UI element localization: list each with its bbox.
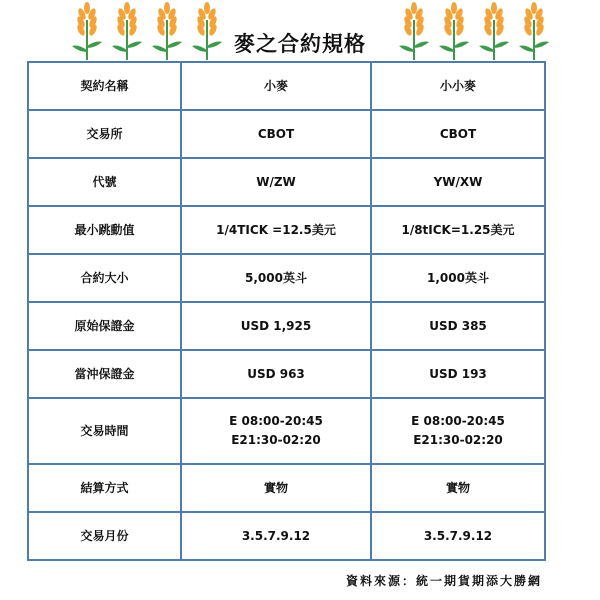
source-credit: 資料來源：統一期貨期添大勝網 <box>345 574 542 588</box>
contract-spec-table <box>27 61 546 561</box>
table-row <box>28 62 545 110</box>
row-label: 代號 <box>28 158 181 206</box>
table-row <box>28 110 545 158</box>
wheat-value: USD 963 <box>181 350 371 398</box>
mini-wheat-value: USD 193 <box>371 350 545 398</box>
mini-wheat-value: CBOT <box>371 110 545 158</box>
row-label: 原始保證金 <box>28 302 181 350</box>
trading-hours-line: E 08:00-20:45 <box>229 414 323 429</box>
table-row <box>28 254 545 302</box>
mini-wheat-value: USD 385 <box>371 302 545 350</box>
table-row <box>28 350 545 398</box>
page-title: 麥之合約規格 <box>234 32 366 56</box>
mini-wheat-value: 1/8tICK=1.25美元 <box>371 206 545 254</box>
mini-wheat-value: 3.5.7.9.12 <box>371 512 545 560</box>
wheat-value: W/ZW <box>181 158 371 206</box>
wheat-value: USD 1,925 <box>181 302 371 350</box>
trading-hours-line: E 08:00-20:45 <box>411 414 505 429</box>
wheat-value: 小麥 <box>181 62 371 110</box>
wheat-value: 5,000英斗 <box>181 254 371 302</box>
wheat-value: 實物 <box>181 464 371 512</box>
row-label: 交易所 <box>28 110 181 158</box>
row-label: 交易時間 <box>28 398 181 464</box>
mini-wheat-value: 1,000英斗 <box>371 254 545 302</box>
trading-hours-line: E21:30-02:20 <box>231 433 321 447</box>
wheat-value: CBOT <box>181 110 371 158</box>
table-row <box>28 398 545 464</box>
row-label: 結算方式 <box>28 464 181 512</box>
wheat-value: 3.5.7.9.12 <box>181 512 371 560</box>
row-label: 合約大小 <box>28 254 181 302</box>
wheat-value: 1/4TICK =12.5美元 <box>181 206 371 254</box>
table-row <box>28 464 545 512</box>
mini-wheat-value: YW/XW <box>371 158 545 206</box>
table-row <box>28 206 545 254</box>
mini-wheat-value <box>371 398 545 464</box>
row-label: 最小跳動值 <box>28 206 181 254</box>
mini-wheat-value: 實物 <box>371 464 545 512</box>
table-row <box>28 158 545 206</box>
mini-wheat-value: 小小麥 <box>371 62 545 110</box>
wheat-value <box>181 398 371 464</box>
row-label: 交易月份 <box>28 512 181 560</box>
trading-hours-line: E21:30-02:20 <box>413 433 503 447</box>
row-label: 契約名稱 <box>28 62 181 110</box>
table-row <box>28 512 545 560</box>
table-row <box>28 302 545 350</box>
row-label: 當沖保證金 <box>28 350 181 398</box>
